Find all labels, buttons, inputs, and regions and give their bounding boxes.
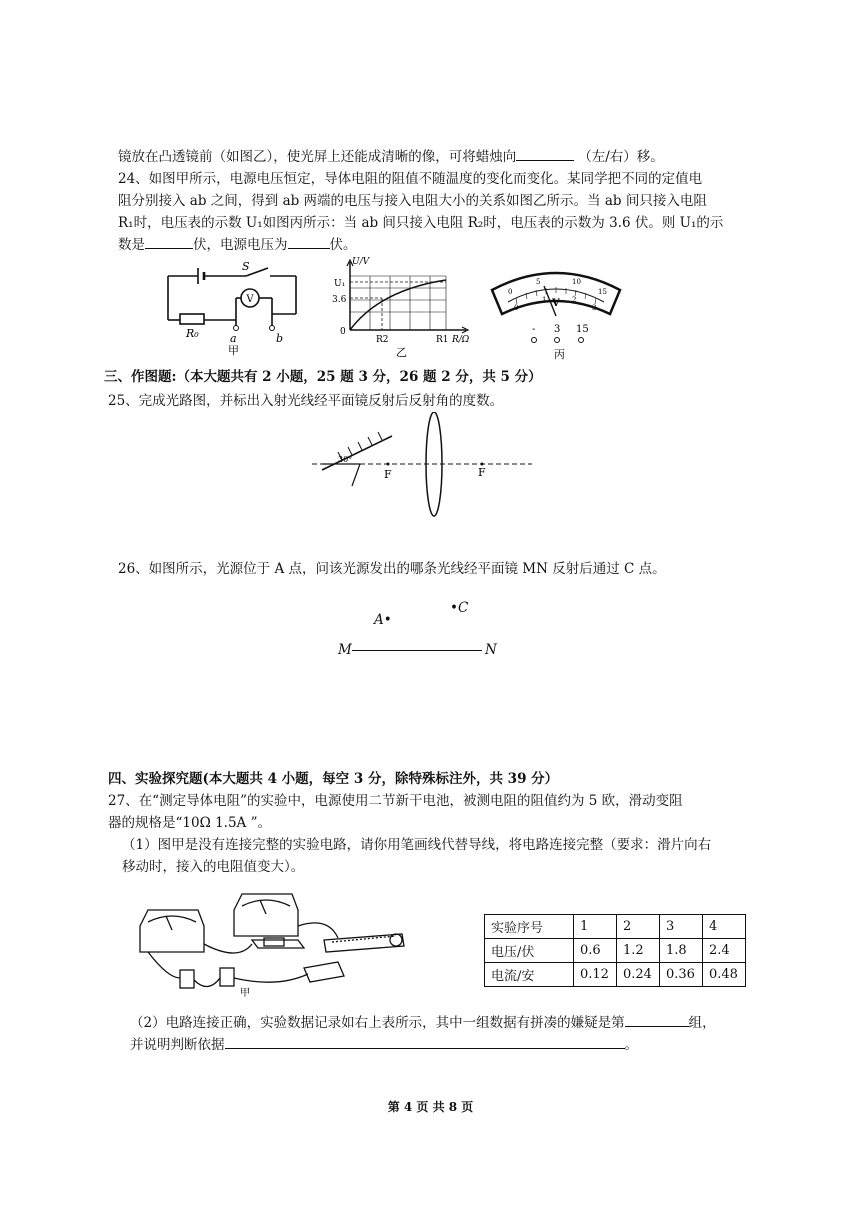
q24-blank-u1[interactable] [145, 236, 193, 249]
q24-line1: 24、如图甲所示，电源电压恒定，导体电阻的阻值不随温度的变化而变化。某同学把不同的定值电 [118, 171, 703, 187]
axis-y-label: U/V [352, 257, 370, 267]
q27-1-line1: （1）图甲是没有连接完整的实验电路，请你用笔画线代替导线，将电路连接完整（要求：滑片向右 [122, 837, 712, 853]
experiment-data-table [484, 914, 746, 987]
table-cell: 3 [660, 915, 703, 939]
table-cell: 实验序号 [485, 915, 574, 939]
q24-blank-voltage[interactable] [288, 236, 330, 249]
scale-top-5: 5 [536, 278, 541, 286]
x-tick-r1: R1 [436, 335, 449, 345]
q24-line4: 数是 伏，电源电压为 伏。 [118, 237, 357, 253]
resistor-label: R₀ [186, 327, 199, 340]
scale-bottom-3: 3 [592, 304, 597, 312]
q27-line1: 27、在“测定导体电阻”的实验中，电源使用二节新干电池，被测电阻的阻值约为 5 欧，滑动变阻 [108, 793, 683, 809]
mirror-mn [352, 650, 482, 651]
circuit-figure-jia [160, 262, 310, 357]
q24-line3: R₁时，电压表的示数 U₁如图丙所示：当 ab 间只接入电阻 R₂时，电压表的示数为 3.6 伏。则 U₁的示 [118, 215, 724, 231]
q23-tail-line: 镜放在凸透镜前（如图乙），使光屏上还能成清晰的像，可将蜡烛向 （左/右）移。 [118, 149, 664, 165]
fig-yi-label: 乙 [396, 346, 407, 359]
scale-top-10: 10 [572, 278, 581, 286]
page-footer: 第 4 页 共 8 页 [387, 1100, 474, 1114]
q27-2-line2: 并说明判断依据 。 [130, 1037, 638, 1053]
x-tick-r2: R2 [376, 335, 389, 345]
table-row [485, 963, 746, 987]
scale-bottom-0: 0 [514, 304, 519, 312]
origin-label: 0 [340, 327, 346, 337]
point-a: A• [374, 612, 392, 628]
focus-left-label: F [384, 468, 392, 481]
term-minus: - [532, 324, 536, 335]
table-cell: 电压/伏 [485, 939, 574, 963]
q25-text: 25、完成光路图，并标出入射光线经平面镜反射后反射角的度数。 [108, 393, 504, 409]
point-c: •C [450, 600, 469, 616]
graph-figure-yi [330, 254, 480, 362]
q27-2-blank-group[interactable] [625, 1014, 689, 1027]
table-cell: 0.12 [574, 963, 617, 987]
voltmeter-figure-bing [486, 262, 626, 362]
q27-line2: 器的规格是“10Ω 1.5A ”。 [108, 815, 271, 831]
axis-x-label: R/Ω [452, 335, 470, 345]
focus-right-label: F [478, 466, 486, 479]
switch-label: S [242, 262, 250, 273]
table-row [485, 915, 746, 939]
terminal-a-label: a [230, 332, 237, 345]
q27-2-blank-reason[interactable] [225, 1036, 625, 1049]
scale-top-0: 0 [508, 288, 513, 296]
voltmeter-label: V [246, 294, 254, 305]
apparatus-fig-label: 甲 [240, 988, 250, 998]
lens-figure [312, 412, 552, 524]
mirror-m-label: M [338, 642, 352, 658]
table-cell: 1.8 [660, 939, 703, 963]
scale-top-15: 15 [598, 288, 607, 296]
q24-line2: 阻分别接入 ab 之间，得到 ab 两端的电压与接入电阻大小的关系如图乙所示。当 ab 间只接入电阻 [118, 193, 707, 209]
fig-bing-label: 丙 [554, 348, 565, 361]
table-cell: 电流/安 [485, 963, 574, 987]
table-cell: 2.4 [703, 939, 746, 963]
q27-1-line2: 移动时，接入的电阻值变大）。 [122, 859, 305, 875]
scale-bottom-2: 2 [572, 296, 577, 304]
table-cell: 1 [574, 915, 617, 939]
q26-text: 26、如图所示，光源位于 A 点，问该光源发出的哪条光线经平面镜 MN 反射后通过 C 点。 [118, 561, 666, 577]
table-row [485, 939, 746, 963]
section3-title: 三、作图题:（本大题共有 2 小题，25 题 3 分，26 题 2 分，共 5 分） [104, 369, 542, 385]
angle-label: 30° [338, 455, 353, 464]
y-tick-3-6: 3.6 [332, 295, 347, 305]
fig-jia-label: 甲 [228, 344, 239, 357]
table-cell: 0.24 [617, 963, 660, 987]
table-cell: 0.36 [660, 963, 703, 987]
mirror-n-label: N [485, 642, 497, 658]
q23-blank[interactable] [516, 148, 574, 161]
meter-v-label: V [552, 298, 560, 309]
term-15: 15 [576, 324, 589, 335]
terminal-b-label: b [276, 332, 284, 345]
table-cell: 0.48 [703, 963, 746, 987]
y-tick-u1: U₁ [334, 279, 346, 289]
scale-bottom-1: 1 [542, 296, 547, 304]
term-3: 3 [554, 324, 561, 335]
table-cell: 0.6 [574, 939, 617, 963]
section4-title: 四、实验探究题(本大题共 4 小题，每空 3 分，除特殊标注外，共 39 分） [108, 771, 559, 787]
q27-2-line1: （2）电路连接正确，实验数据记录如右上表所示，其中一组数据有拼凑的嫌疑是第 组， [130, 1015, 716, 1031]
table-cell: 1.2 [617, 939, 660, 963]
apparatus-figure [128, 886, 418, 998]
table-cell: 4 [703, 915, 746, 939]
table-cell: 2 [617, 915, 660, 939]
